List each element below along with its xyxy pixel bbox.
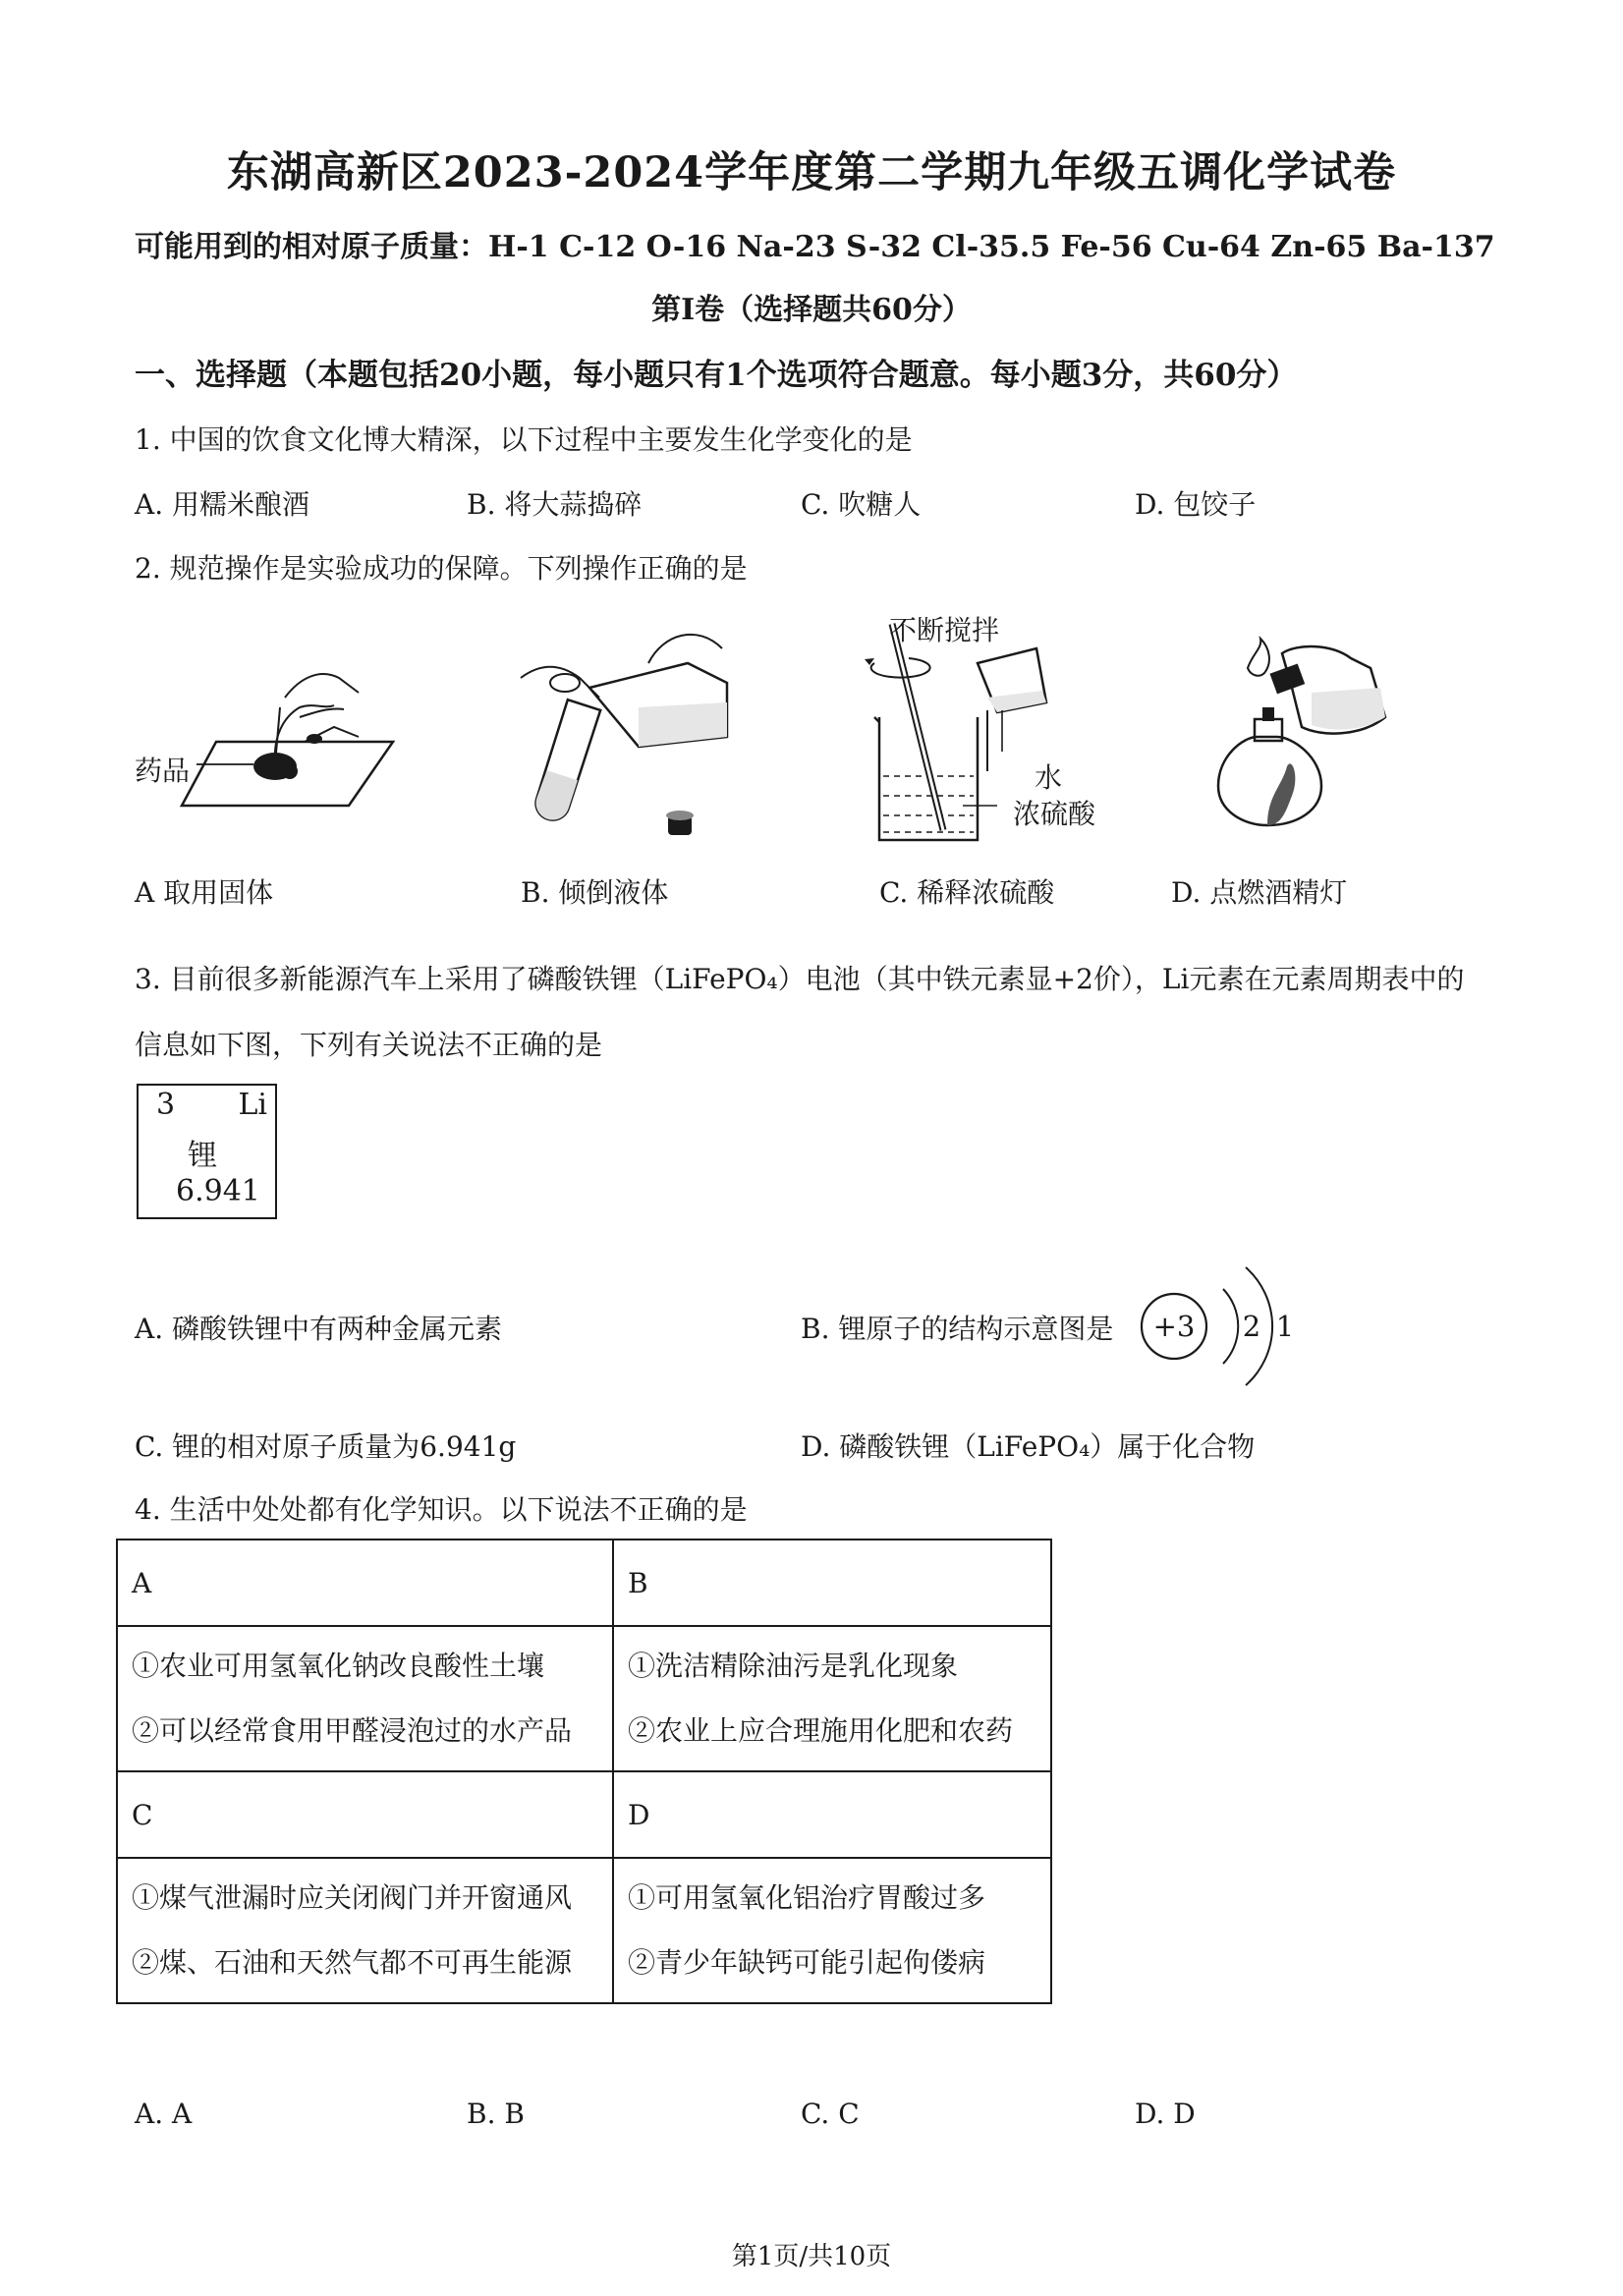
q1-option-b: B. 将大蒜捣碎 <box>467 488 643 521</box>
q2-option-b: B. 倾倒液体 <box>521 876 669 909</box>
element-number: 3 <box>156 1088 176 1122</box>
table-cell-d-line2: ②青少年缺钙可能引起佝偻病 <box>628 1946 986 1979</box>
q4-options-table <box>116 1539 1052 2004</box>
atomic-masses-line: 可能用到的相对原子质量：H-1 C-12 O-16 Na-23 S-32 Cl-35.5 Fe-56 Cu-64 Zn-65 Ba-137 <box>135 230 1495 264</box>
q4-stem: 4. 生活中处处都有化学知识。以下说法不正确的是 <box>135 1493 748 1526</box>
q4-option-a: A. A <box>135 2098 193 2130</box>
table-header-a: A <box>117 1540 613 1626</box>
element-name: 锂 <box>188 1139 217 1173</box>
q2-option-c: C. 稀释浓硫酸 <box>879 876 1055 909</box>
table-cell-c-line2: ②煤、石油和天然气都不可再生能源 <box>132 1946 573 1979</box>
q3-option-d: D. 磷酸铁锂（LiFePO₄）属于化合物 <box>801 1430 1256 1463</box>
q2-option-a: A 取用固体 <box>135 876 274 909</box>
volume-title: 第Ⅰ卷（选择题共60分） <box>651 293 972 327</box>
figure-alcohol-lamp <box>1174 629 1400 835</box>
table-cell-a-line2: ②可以经常食用甲醛浸泡过的水产品 <box>132 1714 573 1747</box>
q4-option-b: B. B <box>467 2098 525 2130</box>
table-cell-d <box>613 1858 1051 2003</box>
table-cell-b-line1: ①洗洁精除油污是乳化现象 <box>628 1650 959 1682</box>
table-header-b: B <box>613 1540 1051 1626</box>
q3-option-c: C. 锂的相对原子质量为6.941g <box>135 1430 517 1463</box>
q1-option-c: C. 吹糖人 <box>801 488 922 521</box>
figure-pour-liquid <box>491 609 747 845</box>
table-cell-c-line1: ①煤气泄漏时应关闭阀门并开窗通风 <box>132 1881 573 1914</box>
exam-title: 东湖高新区2023-2024学年度第二学期九年级五调化学试卷 <box>226 148 1397 197</box>
table-cell-b <box>613 1626 1051 1771</box>
shell2-electrons: 1 <box>1275 1310 1295 1343</box>
page-number: 第1页/共10页 <box>731 2242 892 2271</box>
table-cell-b-line2: ②农业上应合理施用化肥和农药 <box>628 1714 1014 1747</box>
periodic-element-card <box>137 1084 277 1219</box>
section-title: 一、选择题（本题包括20小题，每小题只有1个选项符合题意。每小题3分，共60分） <box>135 358 1298 393</box>
nucleus-charge: +3 <box>1152 1310 1196 1343</box>
shell1-electrons: 2 <box>1242 1310 1261 1343</box>
fig-c-acid-label: 浓硫酸 <box>1013 798 1096 830</box>
fig-c-water-label: 水 <box>1035 761 1063 794</box>
element-mass: 6.941 <box>176 1174 260 1208</box>
figure-take-solid <box>128 648 403 815</box>
q2-stem: 2. 规范操作是实验成功的保障。下列操作正确的是 <box>135 552 748 585</box>
q3-option-a: A. 磷酸铁锂中有两种金属元素 <box>135 1313 503 1345</box>
q4-option-c: C. C <box>801 2098 860 2130</box>
q1-stem: 1. 中国的饮食文化博大精深，以下过程中主要发生化学变化的是 <box>135 423 913 456</box>
table-cell-d-line1: ①可用氢氧化铝治疗胃酸过多 <box>628 1881 986 1914</box>
table-cell-a <box>117 1626 613 1771</box>
q4-option-d: D. D <box>1135 2098 1196 2130</box>
q1-option-a: A. 用糯米酿酒 <box>135 488 310 521</box>
q3-option-b: B. 锂原子的结构示意图是 <box>801 1313 1114 1345</box>
q1-option-d: D. 包饺子 <box>1135 488 1257 521</box>
fig-c-stir-label: 不断搅拌 <box>889 614 1000 646</box>
table-header-d: D <box>613 1771 1051 1858</box>
element-symbol: Li <box>238 1088 267 1122</box>
fig-a-drug-label: 药品 <box>135 755 191 787</box>
lithium-atom-diagram <box>1130 1248 1307 1405</box>
table-cell-c <box>117 1858 613 2003</box>
table-cell-a-line1: ①农业可用氢氧化钠改良酸性土壤 <box>132 1650 545 1682</box>
q3-stem-line2: 信息如下图，下列有关说法不正确的是 <box>135 1029 603 1061</box>
q3-stem-line1: 3. 目前很多新能源汽车上采用了磷酸铁锂（LiFePO₄）电池（其中铁元素显+2价），Li元素在元素周期表中的 <box>135 963 1465 995</box>
q2-option-d: D. 点燃酒精灯 <box>1171 876 1348 909</box>
table-header-c: C <box>117 1771 613 1858</box>
